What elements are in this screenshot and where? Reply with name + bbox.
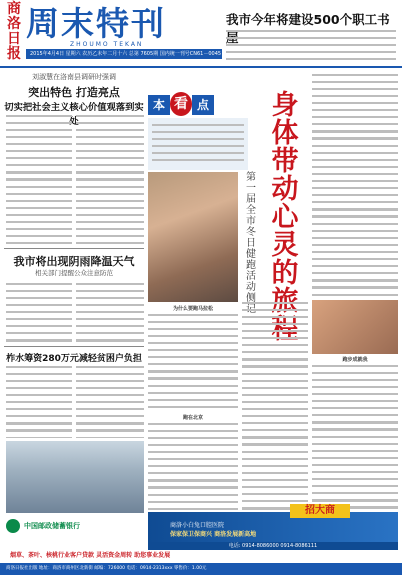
masthead-title: 周末特刊 — [26, 4, 166, 43]
right-column-body — [312, 72, 398, 298]
top-story-body — [226, 28, 396, 64]
feature-label-3: 点 — [192, 95, 214, 115]
feature-label-2: 看 — [170, 92, 192, 116]
fund-headline[interactable]: 柞水筹资280万元减轻贫困户负担 — [6, 354, 142, 364]
weather-headline[interactable]: 我市将出现阴雨降温天气 — [13, 255, 135, 268]
left-story-kicker: 刘淑慧在洛南县调研时强调 — [32, 73, 116, 81]
divider — [4, 346, 144, 347]
footer: 商洛日报社出版 地址：商洛市商州区北新街 邮编：726000 电话：0914-2313xxx 零售价：1.00元 — [0, 563, 402, 575]
left-story-headline-2[interactable]: 切实把社会主义核心价值观落到实处 — [4, 102, 144, 127]
center-body-3 — [242, 300, 308, 513]
fund-body-col-1 — [6, 364, 72, 438]
masthead-pinyin: ZHOUMO TEKAN — [70, 41, 144, 48]
ad-title: 招大商 — [290, 504, 350, 518]
weather-body-col-1 — [6, 281, 72, 343]
bank-ad[interactable] — [6, 515, 144, 549]
right-photo — [312, 300, 398, 354]
caption-3: 跑步成就我 — [342, 357, 368, 363]
caption-1: 为什么要跑马拉松 — [172, 306, 213, 312]
weather-body-col-2 — [76, 281, 144, 343]
fund-body-col-2 — [76, 364, 144, 438]
feature-label-1: 本 — [148, 95, 170, 115]
divider — [4, 248, 144, 249]
left-story-headline-1[interactable]: 突出特色 打造亮点 — [28, 86, 120, 99]
news-photo — [6, 441, 144, 513]
masthead-logo: 商洛日报 — [7, 1, 21, 62]
left-story-body-col-1 — [6, 113, 72, 245]
feature-photo — [148, 172, 238, 302]
top-headline[interactable]: 我市今年将建设500个职工书屋 — [226, 12, 390, 45]
feature-subtitle: 第一届全市冬日健跑活动侧记 — [246, 172, 256, 315]
dateline: 2015年4月4日 星期六 农历乙未年二月十六 总第 7605期 国内统一刊号CN61－0045 — [26, 49, 222, 59]
ad-line-2: 保家保卫保商兴 商洛发展新高地 — [170, 531, 257, 538]
bank-logo-icon — [6, 519, 20, 533]
bank-promo: 烟草、茶叶、核桃行业客户贷款 灵活资金周转 助您事业发展 — [6, 550, 398, 562]
ad-banner[interactable] — [148, 505, 398, 542]
bank-name: 中国邮政储蓄银行 — [24, 522, 80, 530]
center-body-2 — [148, 421, 238, 513]
ad-phone: 电话: 0914-8086000 0914-8086111 — [148, 542, 398, 550]
header-rule — [0, 66, 402, 68]
left-story-body-col-2 — [76, 113, 144, 245]
feature-intro-box — [148, 118, 248, 170]
feature-big-title[interactable]: 身体带动心灵的旅程 — [271, 90, 299, 345]
right-body-2 — [312, 363, 398, 513]
caption-2: 跑在北京 — [182, 415, 203, 421]
weather-subhead: 相关部门提醒公众注意防范 — [35, 269, 113, 277]
ad-line-1: 商洛小白兔口腔医院 — [170, 522, 225, 529]
center-body-1 — [148, 312, 238, 412]
